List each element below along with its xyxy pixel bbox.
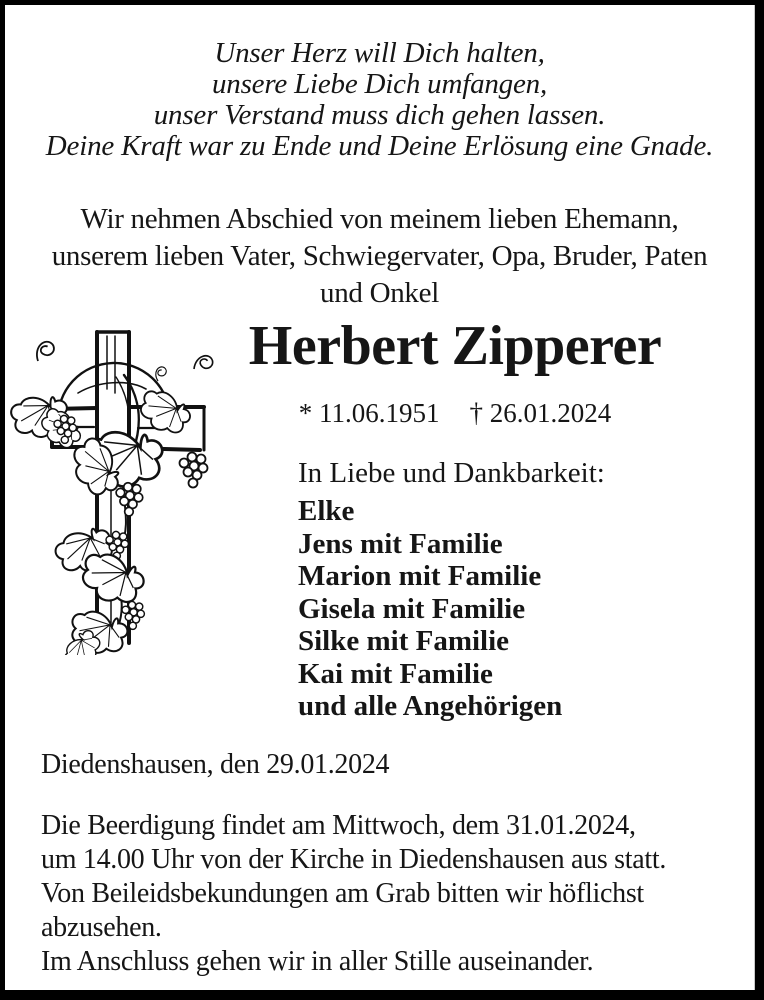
farewell-paragraph: [5, 201, 754, 312]
notice-paper: [5, 5, 755, 990]
funeral-info: [41, 809, 666, 979]
farewell-line: und Onkel: [320, 277, 439, 309]
mourner-line: Elke: [298, 495, 355, 527]
funeral-line: Die Beerdigung findet am Mittwoch, dem 31.01.2024,: [41, 810, 636, 841]
verse-line: unsere Liebe Dich umfangen,: [211, 68, 547, 100]
verse-line: Unser Herz will Dich halten,: [214, 37, 545, 69]
funeral-line: abzusehen.: [41, 912, 162, 943]
birth-date: * 11.06.1951: [298, 398, 440, 428]
farewell-line: unserem lieben Vater, Schwiegervater, Opa, Bruder, Paten: [51, 240, 708, 272]
verse-line: unser Verstand muss dich gehen lassen.: [153, 99, 606, 131]
mourner-line: Kai mit Familie: [298, 657, 493, 690]
gratitude-intro: In Liebe und Dankbarkeit:: [298, 457, 605, 489]
mourner-line: Gisela mit Familie: [298, 592, 526, 625]
place-dateline: Diedenshausen, den 29.01.2024: [41, 749, 390, 780]
funeral-line: Im Anschluss gehen wir in aller Stille auseinander.: [41, 946, 594, 977]
death-date: † 26.01.2024: [469, 398, 612, 428]
funeral-line: Von Beileidsbekundungen am Grab bitten wir höflichst: [41, 878, 644, 909]
mourner-line: Marion mit Familie: [298, 560, 542, 592]
mourners-list: [298, 495, 562, 723]
farewell-line: Wir nehmen Abschied von meinem lieben Ehemann,: [80, 203, 679, 235]
mourner-line: Jens mit Familie: [298, 527, 503, 560]
opening-verse: [5, 38, 754, 162]
mourner-line: und alle Angehörigen: [298, 690, 563, 722]
mourner-line: Silke mit Familie: [298, 625, 510, 657]
life-dates: [155, 398, 755, 429]
deceased-name: Herbert Zipperer: [248, 315, 662, 377]
funeral-line: um 14.00 Uhr von der Kirche in Diedenshausen aus statt.: [41, 844, 667, 875]
verse-line: Deine Kraft war zu Ende und Deine Erlösung eine Gnade.: [45, 130, 714, 162]
